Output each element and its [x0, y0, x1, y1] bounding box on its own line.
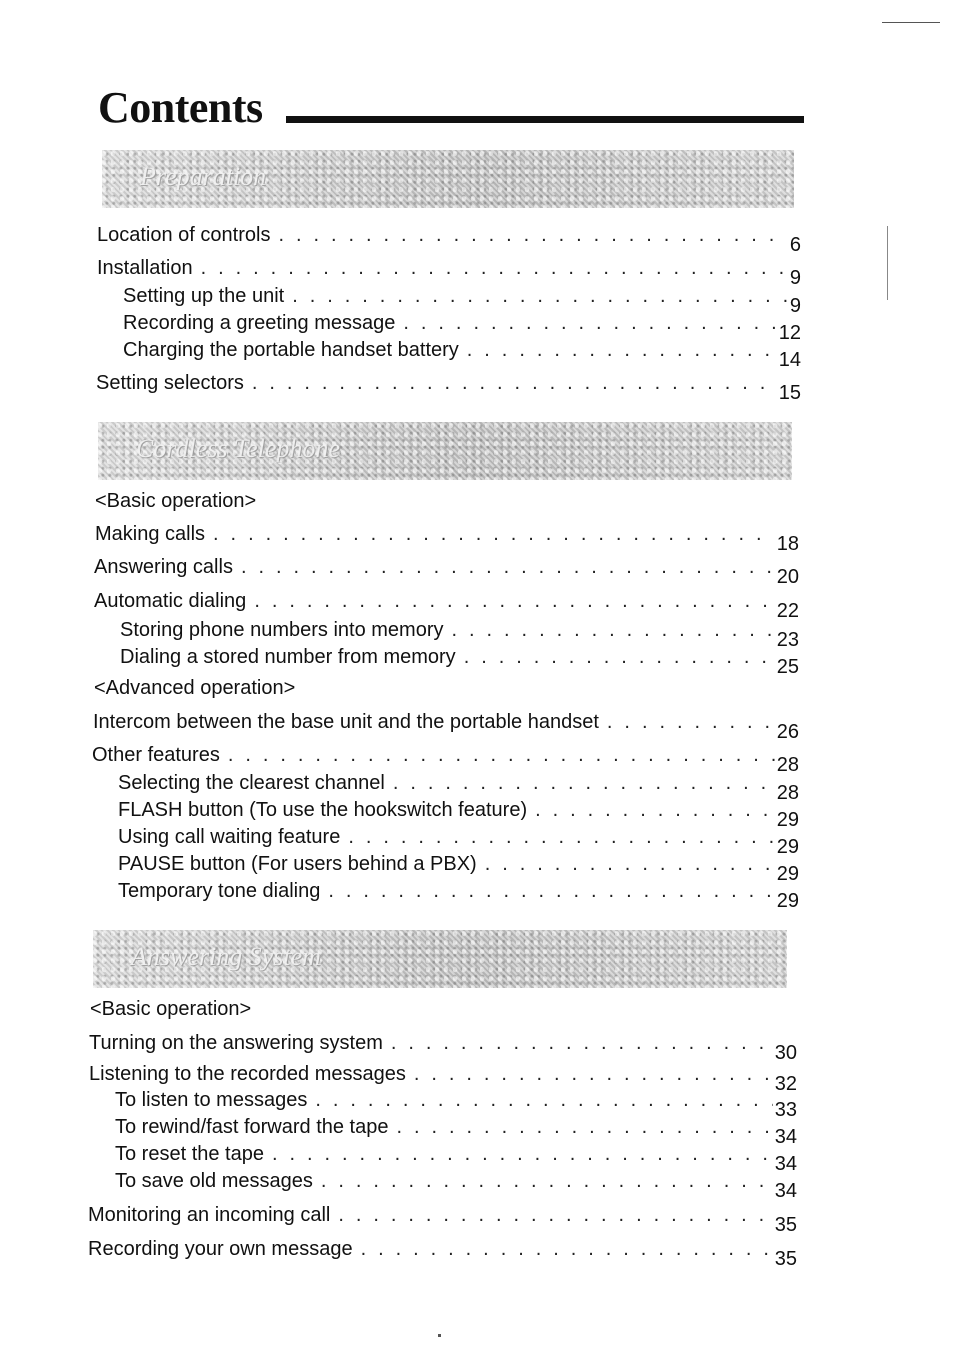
leader-dots: [607, 709, 775, 735]
leader-dots: [535, 797, 775, 823]
toc-entry[interactable]: [95, 521, 799, 555]
leader-dots: [252, 370, 777, 396]
toc-entry[interactable]: [94, 588, 799, 622]
section-banner-label: Preparation: [140, 162, 267, 191]
toc-entry-label: To save old messages: [115, 1170, 313, 1192]
toc-entry-label: Intercom between the base unit and the portable handset: [93, 711, 599, 733]
leader-dots: [414, 1061, 773, 1087]
toc-entry-page: 9: [789, 295, 801, 317]
toc-entry-label: Temporary tone dialing: [118, 880, 321, 902]
toc-entry-label: Setting selectors: [96, 372, 244, 394]
toc-entry[interactable]: [118, 878, 799, 912]
toc-entry-label: Charging the portable handset battery: [123, 339, 459, 361]
leader-dots: [348, 824, 774, 850]
toc-entry-label: FLASH button (To use the hookswitch feature): [118, 799, 528, 821]
toc-entry-label: Recording a greeting message: [123, 312, 396, 334]
toc-entry-page: 29: [776, 836, 799, 858]
leader-dots: [396, 1114, 772, 1140]
toc-entry[interactable]: [97, 255, 801, 289]
toc-entry-label: Setting up the unit: [123, 285, 285, 307]
title-rule: [286, 116, 804, 123]
toc-entry-page: 29: [776, 809, 799, 831]
toc-entry-page: 14: [778, 349, 801, 371]
toc-entry-page: 26: [776, 721, 799, 743]
leader-dots: [361, 1236, 773, 1262]
toc-entry-page: 6: [789, 234, 801, 256]
toc-entry[interactable]: [88, 1236, 797, 1270]
toc-entry-page: 35: [774, 1214, 797, 1236]
toc-entry[interactable]: [118, 824, 799, 858]
toc-entry[interactable]: [123, 310, 801, 344]
scan-mark: [438, 1334, 441, 1337]
subhead-basic-operation: <Basic operation>: [90, 998, 252, 1020]
toc-entry[interactable]: [115, 1168, 797, 1202]
toc-entry[interactable]: [96, 370, 801, 404]
toc-entry-page: 18: [776, 533, 799, 555]
toc-entry-label: Storing phone numbers into memory: [120, 619, 444, 641]
toc-entry[interactable]: [88, 1202, 797, 1236]
toc-entry-page: 23: [776, 629, 799, 651]
toc-entry[interactable]: [118, 797, 799, 831]
subhead-advanced-operation: <Advanced operation>: [94, 677, 296, 699]
leader-dots: [391, 1030, 773, 1056]
leader-dots: [254, 588, 774, 614]
toc-entry-page: 30: [774, 1042, 797, 1064]
toc-entry-label: Making calls: [95, 523, 206, 545]
toc-entry-page: 15: [778, 382, 801, 404]
toc-entry[interactable]: [123, 283, 801, 317]
toc-entry-page: 22: [776, 600, 799, 622]
toc-entry[interactable]: [94, 554, 799, 588]
toc-entry-page: 20: [776, 566, 799, 588]
leader-dots: [272, 1141, 773, 1167]
toc-entry-page: 29: [776, 890, 799, 912]
toc-entry-page: 34: [774, 1153, 797, 1175]
toc-entry-page: 34: [774, 1126, 797, 1148]
toc-entry[interactable]: [89, 1030, 797, 1064]
toc-entry-label: Selecting the clearest channel: [118, 772, 385, 794]
section-banner-answering-system: [93, 930, 787, 988]
toc-entry[interactable]: [92, 742, 799, 776]
toc-entry-label: Installation: [97, 257, 193, 279]
toc-entry-page: 35: [774, 1248, 797, 1270]
toc-entry-page: 28: [776, 754, 799, 776]
page-title: Contents: [98, 83, 263, 132]
toc-entry-page: 33: [774, 1099, 797, 1121]
toc-entry[interactable]: [120, 617, 799, 651]
leader-dots: [315, 1087, 772, 1113]
toc-entry-label: Answering calls: [94, 556, 233, 578]
scan-mark: [882, 22, 940, 23]
toc-entry[interactable]: [89, 1061, 797, 1095]
toc-entry-label: Dialing a stored number from memory: [120, 646, 456, 668]
toc-entry-page: 28: [776, 782, 799, 804]
toc-entry-label: Location of controls: [97, 224, 271, 246]
toc-entry-label: Using call waiting feature: [118, 826, 341, 848]
scan-mark: [887, 226, 888, 300]
toc-entry[interactable]: [97, 222, 801, 256]
toc-entry-label: Monitoring an incoming call: [88, 1204, 331, 1226]
toc-entry-page: 29: [776, 863, 799, 885]
leader-dots: [321, 1168, 773, 1194]
toc-entry-label: Automatic dialing: [94, 590, 247, 612]
toc-entry-label: Turning on the answering system: [89, 1032, 383, 1054]
toc-entry[interactable]: [115, 1141, 797, 1175]
toc-entry-page: 9: [789, 267, 801, 289]
toc-entry-page: 12: [778, 322, 801, 344]
toc-entry-label: PAUSE button (For users behind a PBX): [118, 853, 477, 875]
toc-entry[interactable]: [93, 709, 799, 743]
leader-dots: [292, 283, 788, 309]
toc-entry-label: To listen to messages: [115, 1089, 308, 1111]
leader-dots: [201, 255, 788, 281]
subhead-basic-operation: <Basic operation>: [95, 490, 257, 512]
toc-entry-label: Recording your own message: [88, 1238, 353, 1260]
leader-dots: [403, 310, 776, 336]
section-banner-cordless-telephone: [98, 422, 792, 480]
toc-entry[interactable]: [120, 644, 799, 678]
leader-dots: [278, 222, 787, 248]
leader-dots: [467, 337, 777, 363]
title-row: [98, 82, 804, 132]
toc-entry[interactable]: [118, 851, 799, 885]
toc-entry-page: 25: [776, 656, 799, 678]
toc-entry-label: To rewind/fast forward the tape: [115, 1116, 389, 1138]
section-banner-preparation: [102, 150, 794, 208]
toc-entry[interactable]: [115, 1114, 797, 1148]
toc-entry-label: To reset the tape: [115, 1143, 264, 1165]
toc-entry[interactable]: [123, 337, 801, 371]
section-banner-label: Cordless Telephone: [136, 434, 340, 463]
leader-dots: [213, 521, 775, 547]
toc-entry-page: 32: [774, 1073, 797, 1095]
section-banner-label: Answering System: [131, 942, 321, 971]
leader-dots: [338, 1202, 772, 1228]
leader-dots: [328, 878, 774, 904]
toc-entry[interactable]: [115, 1087, 797, 1121]
toc-entry-label: Listening to the recorded messages: [89, 1063, 406, 1085]
toc-entry[interactable]: [118, 770, 799, 804]
leader-dots: [228, 742, 775, 768]
leader-dots: [485, 851, 775, 877]
leader-dots: [393, 770, 775, 796]
leader-dots: [452, 617, 775, 643]
toc-entry-label: Other features: [92, 744, 220, 766]
leader-dots: [464, 644, 775, 670]
toc-entry-page: 34: [774, 1180, 797, 1202]
leader-dots: [241, 554, 775, 580]
